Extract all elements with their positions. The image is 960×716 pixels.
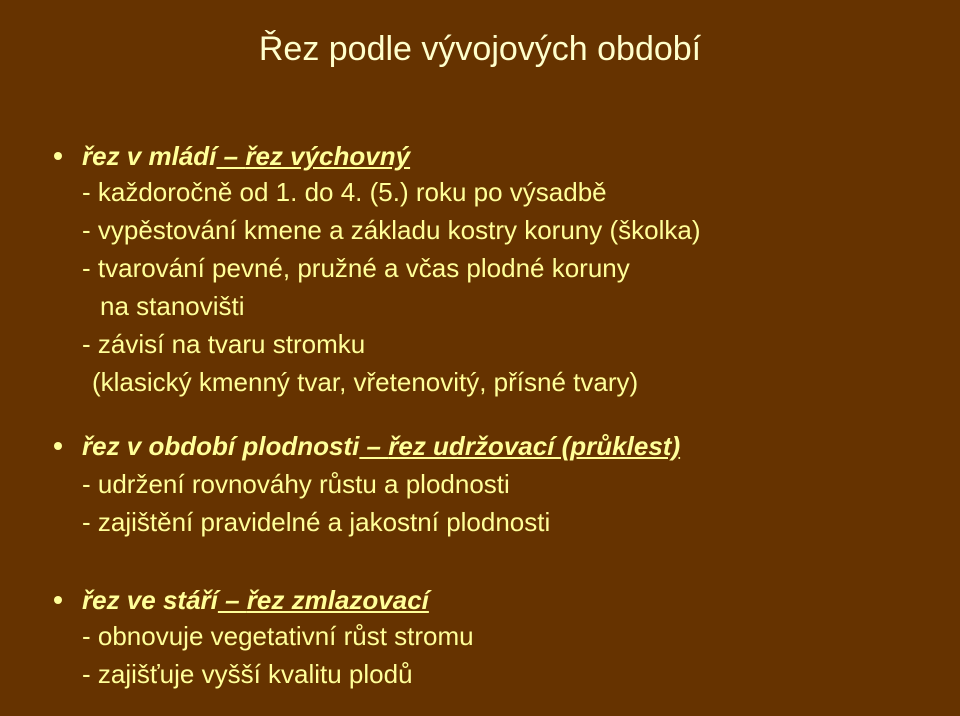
heading-term: řez v mládí [82,141,217,171]
list-item: - vypěstování kmene a základu kostry koruny (školka) [82,215,701,245]
list-item: - obnovuje vegetativní růst stromu [82,621,474,651]
bullet-icon [54,442,62,450]
heading-type: řez udržovací (průklest) [388,431,681,461]
heading-term: řez v období plodnosti [82,431,360,461]
bullet-icon [54,596,62,604]
heading-dash: – [216,141,246,171]
list-item: - udržení rovnováhy růstu a plodnosti [82,469,510,499]
bullet-icon [54,152,62,160]
list-item: - zajištění pravidelné a jakostní plodnosti [82,507,551,537]
section-heading-fruiting [82,430,680,462]
heading-dash: – [217,585,247,615]
list-item: - zajišťuje vyšší kvalitu plodů [82,659,413,689]
heading-type: řez výchovný [245,141,411,171]
heading-type: řez zmlazovací [246,585,429,615]
heading-dash: – [359,431,389,461]
list-item: (klasický kmenný tvar, vřetenovitý, přísné tvary) [92,367,639,397]
heading-term: řez ve stáří [82,585,218,615]
section-heading-old-age [82,584,429,616]
slide-title: Řez podle vývojových období [258,30,702,68]
list-item: - závisí na tvaru stromku [82,329,366,359]
list-item: na stanovišti [100,291,245,321]
section-heading-youth [82,140,410,172]
list-item: - každoročně od 1. do 4. (5.) roku po výsadbě [82,177,607,207]
list-item: - tvarování pevné, pružné a včas plodné koruny [82,253,630,283]
